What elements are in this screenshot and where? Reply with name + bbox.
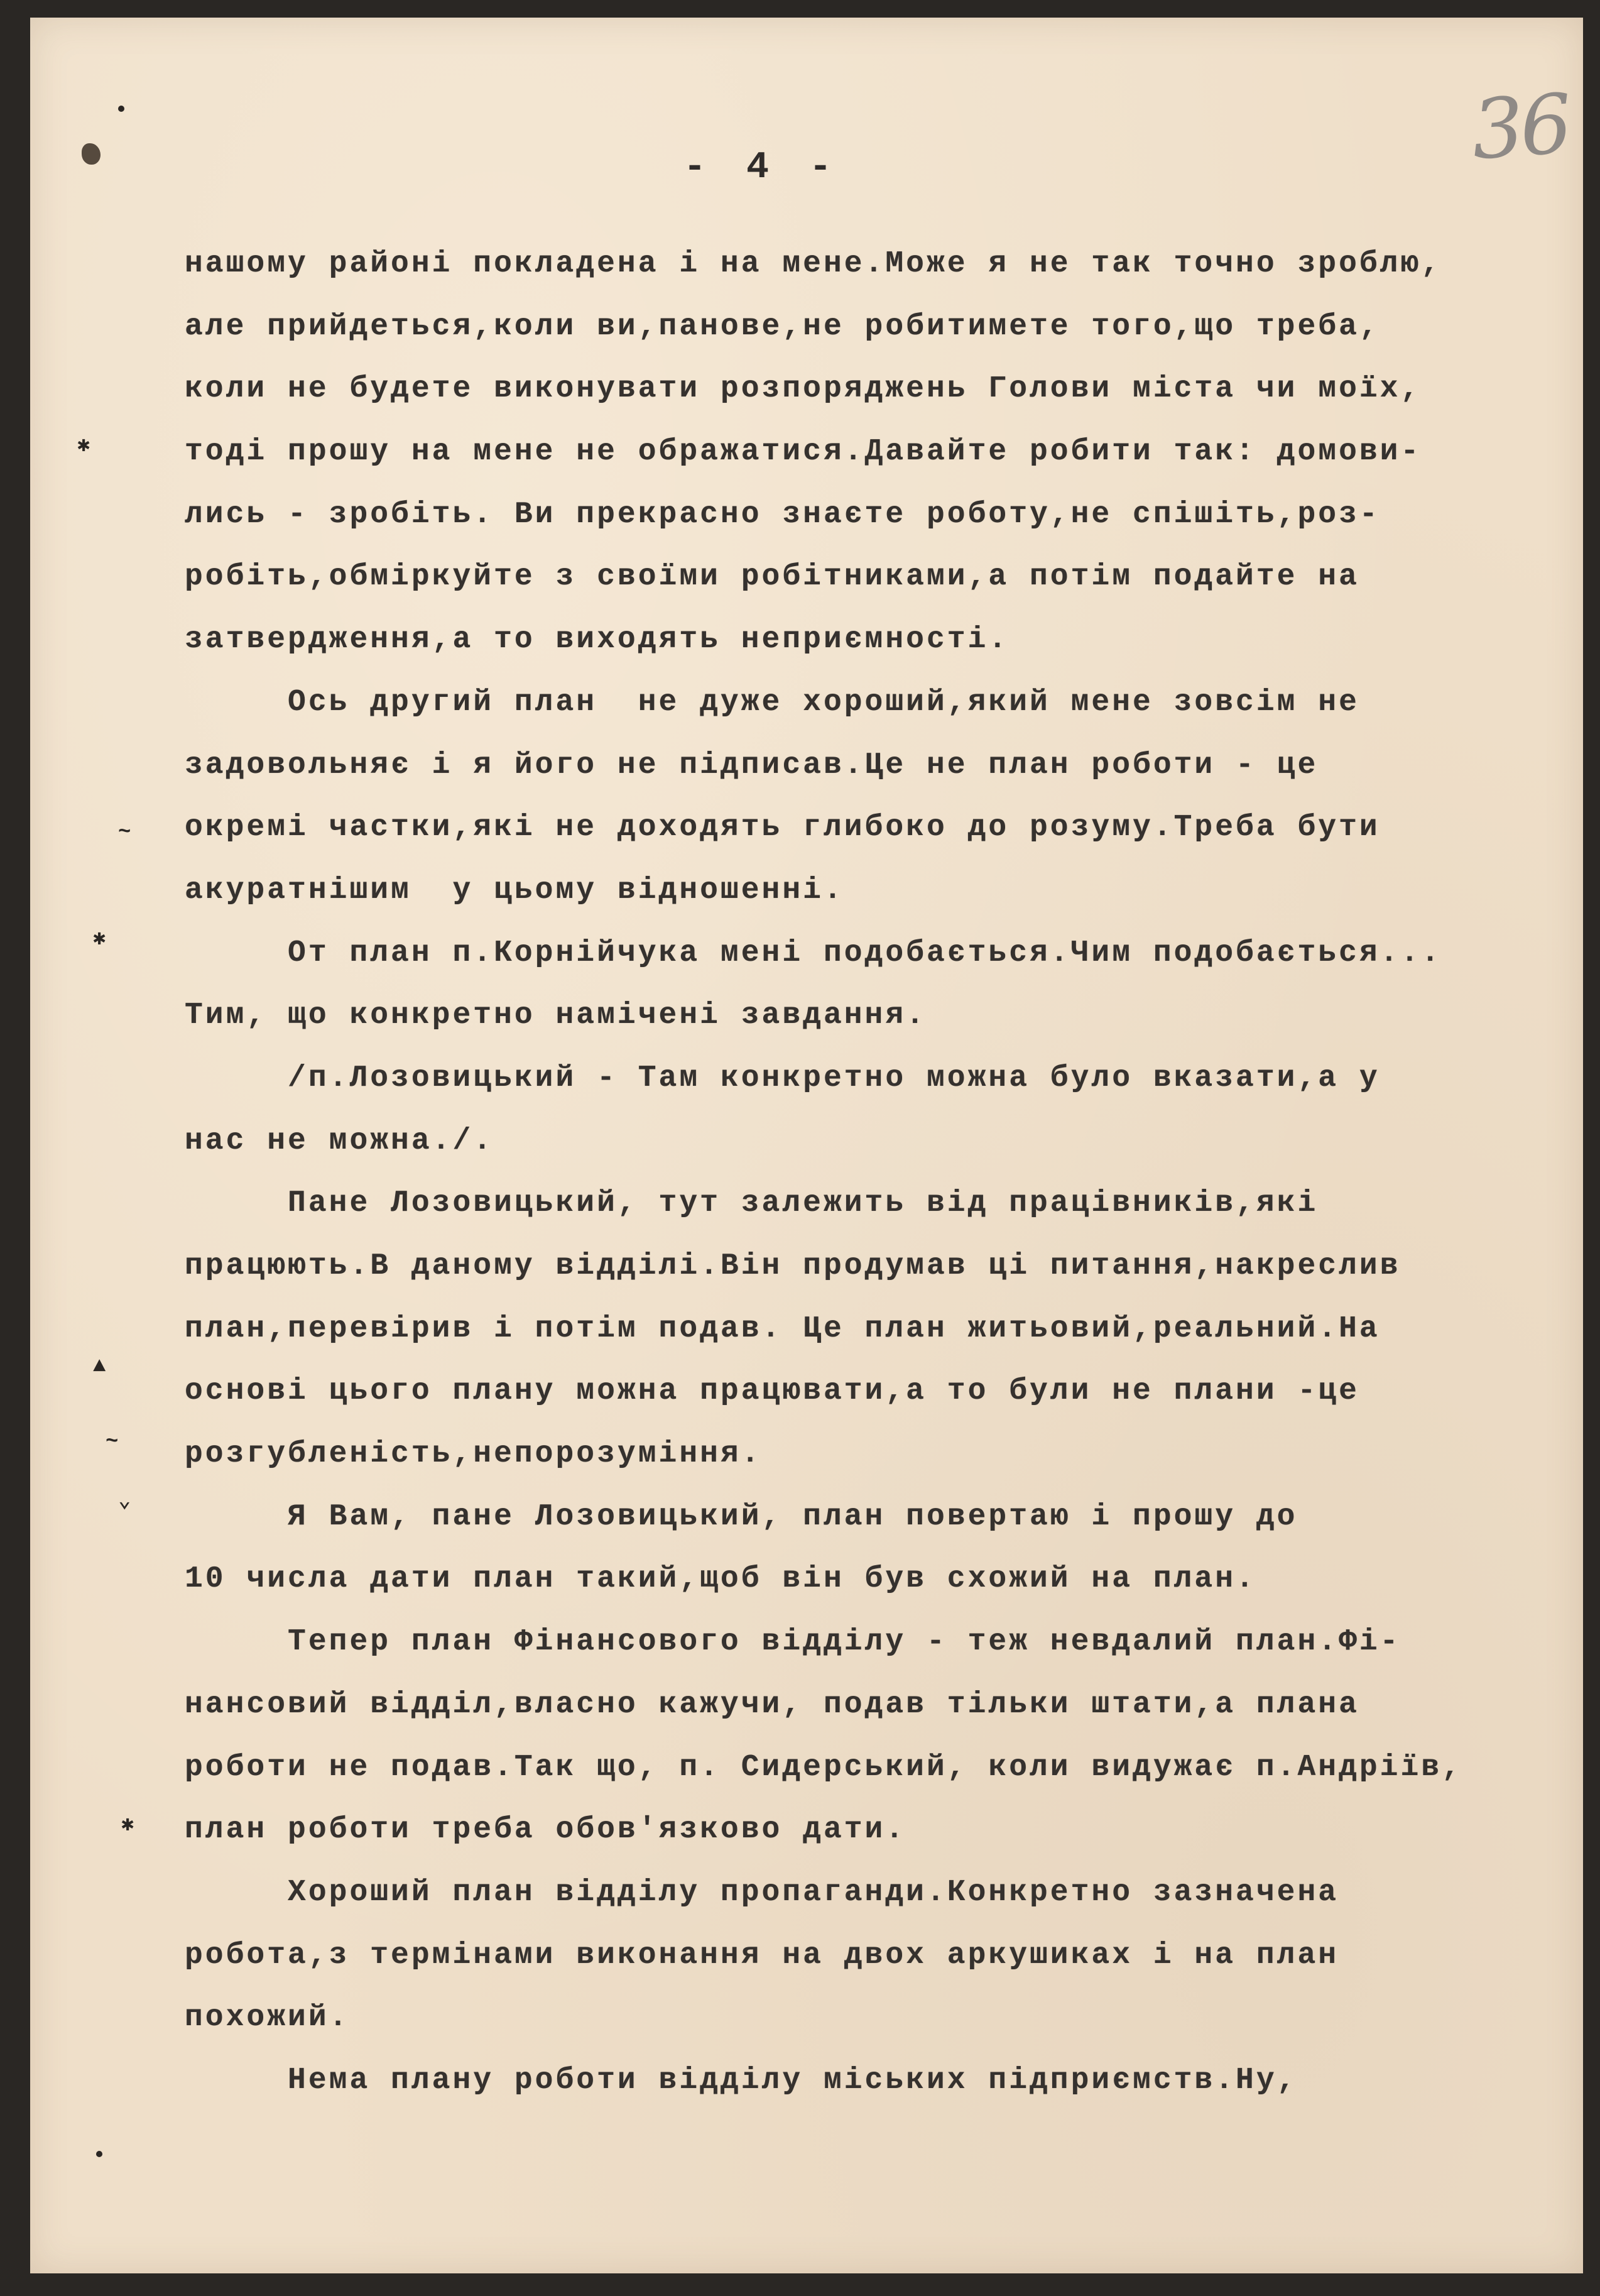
typed-text-body: [185, 233, 1600, 2113]
text-line: розгубленість,непорозуміння.: [185, 1437, 762, 1472]
text-line: похожий.: [185, 2001, 350, 2035]
document-page: [30, 18, 1583, 2273]
text-line: робота,з термінами виконання на двох аркушиках і на план: [185, 1938, 1339, 1972]
page-number: - 4 -: [683, 146, 841, 189]
text-line: От план п.Корнійчука мені подобається.Чим подобається...: [185, 936, 1442, 970]
text-line: окремі частки,які не доходять глибоко до розуму.Треба бути: [185, 811, 1380, 845]
text-line: працюють.В даному відділі.Він продумав ці питання,накреслив: [185, 1249, 1401, 1283]
margin-mark: ✱: [93, 927, 106, 951]
text-line: нашому районі покладена і на мене.Може я не так точно зроблю,: [185, 247, 1442, 281]
text-line: основі цього плану можна працювати,а то були не плани -це: [185, 1374, 1359, 1409]
text-line: 10 числа дати план такий,щоб він був схожий на план.: [185, 1562, 1256, 1597]
margin-mark: ~: [118, 821, 131, 845]
text-line: Тепер план Фінансового відділу - теж невдалий план.Фі-: [185, 1625, 1401, 1659]
text-line: тоді прошу на мене не ображатися.Давайте робити так: домови-: [185, 435, 1422, 469]
text-line: Ось другий план не дуже хороший,який мене зовсім не: [185, 685, 1359, 719]
text-line: затвердження,а то виходять неприємності.: [185, 623, 1010, 657]
text-line: Пане Лозовицький, тут залежить від працівників,які: [185, 1186, 1319, 1221]
text-line: Тим, що конкретно намічені завдання.: [185, 998, 927, 1033]
text-line: задовольняє і я його не підписав.Це не план роботи - це: [185, 748, 1319, 782]
archive-number: 36: [1468, 75, 1572, 178]
text-line: роботи не подав.Так що, п. Сидерський, коли видужає п.Андріїв,: [185, 1750, 1462, 1785]
margin-dot: [118, 106, 124, 112]
margin-mark: ~: [106, 1430, 119, 1454]
margin-dot: [96, 2151, 102, 2157]
text-line: нансовий відділ,власно кажучи, подав тільки штати,а плана: [185, 1687, 1359, 1722]
text-line: план роботи треба обов'язково дати.: [185, 1813, 906, 1847]
margin-mark: ✱: [77, 434, 90, 458]
margin-mark: ▲: [93, 1355, 106, 1379]
text-line: Хороший план відділу пропаганди.Конкретно зазначена: [185, 1875, 1339, 1910]
text-line: лись - зробіть. Ви прекрасно знаєте роботу,не спішіть,роз-: [185, 497, 1380, 532]
text-line: робіть,обміркуйте з своїми робітниками,а потім подайте на: [185, 560, 1359, 594]
text-line: Нема плану роботи відділу міських підприємств.Ну,: [185, 2063, 1298, 2097]
text-line: нас не можна./.: [185, 1123, 494, 1158]
margin-mark: ⌄: [118, 1490, 131, 1514]
text-line: /п.Лозовицький - Там конкретно можна було вказати,а у: [185, 1061, 1380, 1095]
text-line: Я Вам, пане Лозовицький, план повертаю і прошу до: [185, 1499, 1298, 1534]
text-line: план,перевірив і потім подав. Це план житьовий,реальний.На: [185, 1311, 1380, 1346]
text-line: коли не будете виконувати розпоряджень Голови міста чи моїх,: [185, 372, 1422, 407]
text-line: але прийдеться,коли ви,панове,не робитимете того,що треба,: [185, 309, 1380, 344]
ink-blot: [82, 143, 101, 165]
text-line: акуратнішим у цьому відношенні.: [185, 873, 844, 907]
margin-mark: ✱: [121, 1813, 134, 1837]
